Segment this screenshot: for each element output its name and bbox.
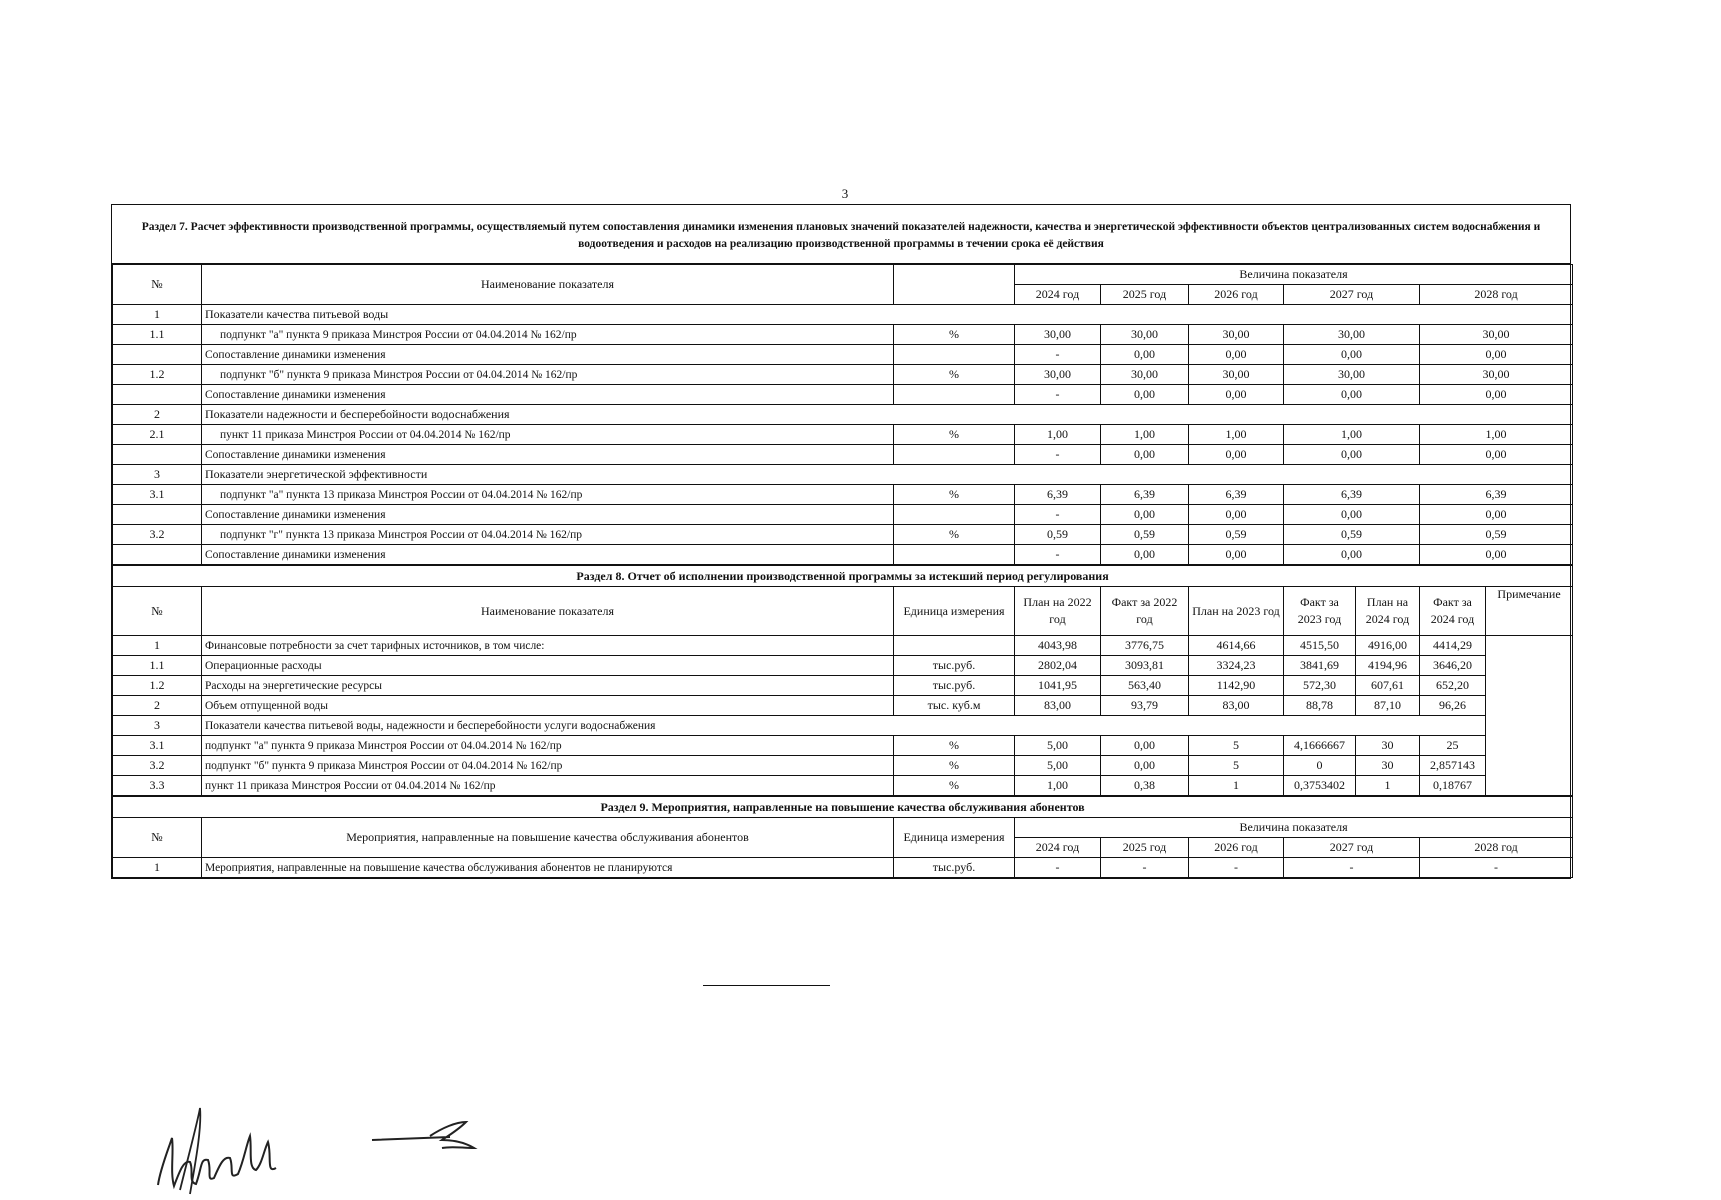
s8-col-header: Факт за 2023 год bbox=[1284, 587, 1356, 636]
value-cell: 1,00 bbox=[1284, 425, 1420, 445]
value-cell: 5,00 bbox=[1015, 736, 1101, 756]
value-cell: 4614,66 bbox=[1189, 636, 1284, 656]
row-number: 2 bbox=[113, 405, 202, 425]
indicator-name: подпункт "б" пункта 9 приказа Минстроя России от 04.04.2014 № 162/пр bbox=[202, 756, 894, 776]
s7-row bbox=[113, 405, 1573, 425]
s8-name-header: Наименование показателя bbox=[202, 587, 894, 636]
value-cell: - bbox=[1420, 858, 1573, 878]
row-number: 1 bbox=[113, 636, 202, 656]
s9-year-header: 2025 год bbox=[1101, 838, 1189, 858]
value-cell: 25 bbox=[1420, 736, 1486, 756]
value-cell: 30,00 bbox=[1189, 325, 1284, 345]
value-cell: 4916,00 bbox=[1356, 636, 1420, 656]
value-cell: 30 bbox=[1356, 756, 1420, 776]
s7-row bbox=[113, 325, 1573, 345]
row-number: 3 bbox=[113, 716, 202, 736]
section7-title: Раздел 7. Расчет эффективности производственной программы, осуществляемый путем сопоставления динамики изменения плановых значений показателей надежности, качества и энергетической эффективности объектов централизованных систем водоснабжения и водоотведения и расходов на реализацию производственной программы в течении срока её действия bbox=[112, 205, 1570, 264]
value-cell: 1,00 bbox=[1189, 425, 1284, 445]
value-cell: 563,40 bbox=[1101, 676, 1189, 696]
indicator-name: Операционные расходы bbox=[202, 656, 894, 676]
s7-row bbox=[113, 525, 1573, 545]
value-cell: 1,00 bbox=[1015, 425, 1101, 445]
group-title: Показатели надежности и бесперебойности водоснабжения bbox=[202, 405, 1573, 425]
value-cell: 0,00 bbox=[1101, 736, 1189, 756]
row-number: 3.1 bbox=[113, 485, 202, 505]
unit-cell: % bbox=[894, 525, 1015, 545]
unit-cell bbox=[894, 445, 1015, 465]
value-cell: 0,00 bbox=[1101, 345, 1189, 365]
row-number: 3.1 bbox=[113, 736, 202, 756]
value-cell: 0,00 bbox=[1189, 385, 1284, 405]
indicator-name: подпункт "г" пункта 13 приказа Минстроя России от 04.04.2014 № 162/пр bbox=[202, 525, 894, 545]
value-cell: 30 bbox=[1356, 736, 1420, 756]
value-cell: 96,26 bbox=[1420, 696, 1486, 716]
indicator-name: Расходы на энергетические ресурсы bbox=[202, 676, 894, 696]
unit-cell bbox=[894, 345, 1015, 365]
s7-year-header: 2028 год bbox=[1420, 285, 1573, 305]
value-cell: 0,00 bbox=[1101, 505, 1189, 525]
unit-cell: тыс. куб.м bbox=[894, 696, 1015, 716]
indicator-name: пункт 11 приказа Минстроя России от 04.04.2014 № 162/пр bbox=[202, 425, 894, 445]
value-cell: - bbox=[1101, 858, 1189, 878]
indicator-name: Сопоставление динамики изменения bbox=[202, 505, 894, 525]
value-cell: 30,00 bbox=[1420, 325, 1573, 345]
s7-row bbox=[113, 505, 1573, 525]
unit-cell: % bbox=[894, 736, 1015, 756]
unit-cell: % bbox=[894, 776, 1015, 796]
s8-row bbox=[113, 736, 1573, 756]
indicator-name: Финансовые потребности за счет тарифных источников, в том числе: bbox=[202, 636, 894, 656]
value-cell: 30,00 bbox=[1015, 365, 1101, 385]
value-cell: 30,00 bbox=[1101, 365, 1189, 385]
signature-1 bbox=[150, 1090, 300, 1200]
s7-row bbox=[113, 445, 1573, 465]
indicator-name: подпункт "а" пункта 9 приказа Минстроя России от 04.04.2014 № 162/пр bbox=[202, 325, 894, 345]
value-cell: 1,00 bbox=[1101, 425, 1189, 445]
value-cell: 0,00 bbox=[1101, 545, 1189, 565]
value-cell: 607,61 bbox=[1356, 676, 1420, 696]
value-cell: 4,1666667 bbox=[1284, 736, 1356, 756]
s7-year-header: 2026 год bbox=[1189, 285, 1284, 305]
row-number: 1.2 bbox=[113, 365, 202, 385]
value-cell: - bbox=[1015, 385, 1101, 405]
value-cell: 5 bbox=[1189, 736, 1284, 756]
measure-name: Мероприятия, направленные на повышение качества обслуживания абонентов не планируются bbox=[202, 858, 894, 878]
row-number: 3 bbox=[113, 465, 202, 485]
value-cell: 87,10 bbox=[1356, 696, 1420, 716]
group-title: Показатели качества питьевой воды, надежности и бесперебойности услуги водоснабжения bbox=[202, 716, 1486, 736]
value-cell: 0,00 bbox=[1284, 445, 1420, 465]
s8-row bbox=[113, 716, 1573, 736]
value-cell: - bbox=[1284, 858, 1420, 878]
unit-cell: % bbox=[894, 325, 1015, 345]
s7-row bbox=[113, 305, 1573, 325]
value-cell: 4414,29 bbox=[1420, 636, 1486, 656]
indicator-name: подпункт "б" пункта 9 приказа Минстроя России от 04.04.2014 № 162/пр bbox=[202, 365, 894, 385]
value-cell: 4194,96 bbox=[1356, 656, 1420, 676]
row-number: 3.3 bbox=[113, 776, 202, 796]
s9-num-header: № bbox=[113, 818, 202, 858]
value-cell: 6,39 bbox=[1015, 485, 1101, 505]
section9-title: Раздел 9. Мероприятия, направленные на повышение качества обслуживания абонентов bbox=[113, 797, 1573, 818]
indicator-name: Сопоставление динамики изменения bbox=[202, 545, 894, 565]
indicator-name: подпункт "а" пункта 13 приказа Минстроя России от 04.04.2014 № 162/пр bbox=[202, 485, 894, 505]
s9-year-header: 2026 год bbox=[1189, 838, 1284, 858]
s9-row bbox=[113, 858, 1573, 878]
row-number: 1.2 bbox=[113, 676, 202, 696]
value-cell: 0,3753402 bbox=[1284, 776, 1356, 796]
row-number bbox=[113, 505, 202, 525]
s8-row bbox=[113, 696, 1573, 716]
value-cell: 3841,69 bbox=[1284, 656, 1356, 676]
value-cell: 0,00 bbox=[1284, 505, 1420, 525]
value-cell: 30,00 bbox=[1189, 365, 1284, 385]
indicator-name: подпункт "а" пункта 9 приказа Минстроя России от 04.04.2014 № 162/пр bbox=[202, 736, 894, 756]
unit-cell bbox=[894, 545, 1015, 565]
s7-year-header: 2025 год bbox=[1101, 285, 1189, 305]
value-cell: 1 bbox=[1189, 776, 1284, 796]
value-cell: 4043,98 bbox=[1015, 636, 1101, 656]
value-cell: 0,00 bbox=[1189, 505, 1284, 525]
s8-num-header: № bbox=[113, 587, 202, 636]
group-title: Показатели качества питьевой воды bbox=[202, 305, 1573, 325]
value-cell: 3776,75 bbox=[1101, 636, 1189, 656]
unit-cell bbox=[894, 505, 1015, 525]
s8-row bbox=[113, 756, 1573, 776]
value-cell: 1 bbox=[1356, 776, 1420, 796]
s9-name-header: Мероприятия, направленные на повышение качества обслуживания абонентов bbox=[202, 818, 894, 858]
value-cell: 0,59 bbox=[1420, 525, 1573, 545]
value-cell: 0,00 bbox=[1284, 545, 1420, 565]
value-cell: 0,00 bbox=[1189, 445, 1284, 465]
value-cell: - bbox=[1015, 505, 1101, 525]
s7-row bbox=[113, 345, 1573, 365]
s7-row bbox=[113, 425, 1573, 445]
group-title: Показатели энергетической эффективности bbox=[202, 465, 1573, 485]
s7-num-header: № bbox=[113, 265, 202, 305]
s8-col-header: Факт за 2022 год bbox=[1101, 587, 1189, 636]
value-cell: - bbox=[1015, 345, 1101, 365]
value-cell: 0,00 bbox=[1284, 345, 1420, 365]
value-cell: 2802,04 bbox=[1015, 656, 1101, 676]
s8-col-header: Факт за 2024 год bbox=[1420, 587, 1486, 636]
value-cell: 4515,50 bbox=[1284, 636, 1356, 656]
value-cell: 0,18767 bbox=[1420, 776, 1486, 796]
closing-line bbox=[703, 985, 830, 986]
value-cell: 0 bbox=[1284, 756, 1356, 776]
unit-cell bbox=[894, 636, 1015, 656]
value-cell: 0,59 bbox=[1189, 525, 1284, 545]
value-cell: 2,857143 bbox=[1420, 756, 1486, 776]
s8-col-header: План на 2022 год bbox=[1015, 587, 1101, 636]
s9-year-header: 2028 год bbox=[1420, 838, 1573, 858]
value-cell: 0,00 bbox=[1420, 445, 1573, 465]
indicator-name: Сопоставление динамики изменения bbox=[202, 445, 894, 465]
row-number: 1.1 bbox=[113, 325, 202, 345]
value-cell: 30,00 bbox=[1284, 325, 1420, 345]
value-cell: 3324,23 bbox=[1189, 656, 1284, 676]
s7-row bbox=[113, 545, 1573, 565]
row-number: 3.2 bbox=[113, 525, 202, 545]
indicator-name: Сопоставление динамики изменения bbox=[202, 345, 894, 365]
value-cell: 6,39 bbox=[1189, 485, 1284, 505]
indicator-name: Сопоставление динамики изменения bbox=[202, 385, 894, 405]
s7-year-header: 2027 год bbox=[1284, 285, 1420, 305]
value-cell: 0,00 bbox=[1420, 505, 1573, 525]
s8-row bbox=[113, 656, 1573, 676]
s8-col-header: План на 2024 год bbox=[1356, 587, 1420, 636]
s8-row bbox=[113, 676, 1573, 696]
value-cell: 6,39 bbox=[1101, 485, 1189, 505]
value-cell: 1,00 bbox=[1420, 425, 1573, 445]
s7-year-header: 2024 год bbox=[1015, 285, 1101, 305]
value-cell: 88,78 bbox=[1284, 696, 1356, 716]
value-cell: - bbox=[1015, 858, 1101, 878]
value-cell: 3093,81 bbox=[1101, 656, 1189, 676]
s7-name-header: Наименование показателя bbox=[202, 265, 894, 305]
value-cell: 83,00 bbox=[1189, 696, 1284, 716]
value-cell: 0,38 bbox=[1101, 776, 1189, 796]
value-cell: 652,20 bbox=[1420, 676, 1486, 696]
row-number: 2.1 bbox=[113, 425, 202, 445]
value-cell: 93,79 bbox=[1101, 696, 1189, 716]
unit-cell: % bbox=[894, 365, 1015, 385]
value-cell: 5,00 bbox=[1015, 756, 1101, 776]
s9-value-group-header: Величина показателя bbox=[1015, 818, 1573, 838]
s8-note-header: Примечание bbox=[1486, 587, 1573, 636]
value-cell: 30,00 bbox=[1015, 325, 1101, 345]
value-cell: 3646,20 bbox=[1420, 656, 1486, 676]
s7-value-group-header: Величина показателя bbox=[1015, 265, 1573, 285]
signature-2 bbox=[370, 1112, 490, 1162]
row-number bbox=[113, 385, 202, 405]
row-number: 2 bbox=[113, 696, 202, 716]
section7-table bbox=[112, 264, 1573, 565]
value-cell: - bbox=[1015, 545, 1101, 565]
s8-col-header: План на 2023 год bbox=[1189, 587, 1284, 636]
value-cell: 1041,95 bbox=[1015, 676, 1101, 696]
unit-cell: % bbox=[894, 756, 1015, 776]
value-cell: 30,00 bbox=[1284, 365, 1420, 385]
value-cell: 0,00 bbox=[1420, 385, 1573, 405]
section9-body bbox=[113, 858, 1573, 878]
value-cell: 30,00 bbox=[1420, 365, 1573, 385]
unit-cell: тыс.руб. bbox=[894, 656, 1015, 676]
value-cell: 0,00 bbox=[1420, 545, 1573, 565]
s8-row bbox=[113, 636, 1573, 656]
value-cell: 0,00 bbox=[1189, 345, 1284, 365]
value-cell: 1,00 bbox=[1015, 776, 1101, 796]
value-cell: 0,00 bbox=[1189, 545, 1284, 565]
unit-cell: % bbox=[894, 425, 1015, 445]
value-cell: 1142,90 bbox=[1189, 676, 1284, 696]
section9-table bbox=[112, 796, 1573, 878]
value-cell: 0,00 bbox=[1420, 345, 1573, 365]
s7-unit-header bbox=[894, 265, 1015, 305]
s9-year-header: 2024 год bbox=[1015, 838, 1101, 858]
section8-body bbox=[113, 636, 1573, 796]
s7-row bbox=[113, 465, 1573, 485]
value-cell: 0,59 bbox=[1284, 525, 1420, 545]
unit-cell: тыс.руб. bbox=[894, 858, 1015, 878]
indicator-name: пункт 11 приказа Минстроя России от 04.04.2014 № 162/пр bbox=[202, 776, 894, 796]
value-cell: 5 bbox=[1189, 756, 1284, 776]
value-cell: 30,00 bbox=[1101, 325, 1189, 345]
value-cell: - bbox=[1189, 858, 1284, 878]
unit-cell bbox=[894, 385, 1015, 405]
section8-title: Раздел 8. Отчет об исполнении производственной программы за истекший период регулирования bbox=[113, 566, 1573, 587]
indicator-name: Объем отпущенной воды bbox=[202, 696, 894, 716]
section8-table bbox=[112, 565, 1573, 796]
row-number: 1 bbox=[113, 858, 202, 878]
value-cell: 83,00 bbox=[1015, 696, 1101, 716]
unit-cell: тыс.руб. bbox=[894, 676, 1015, 696]
unit-cell: % bbox=[894, 485, 1015, 505]
row-number: 1.1 bbox=[113, 656, 202, 676]
note-cell bbox=[1486, 636, 1573, 796]
row-number bbox=[113, 345, 202, 365]
s7-row bbox=[113, 385, 1573, 405]
value-cell: 0,59 bbox=[1101, 525, 1189, 545]
row-number: 1 bbox=[113, 305, 202, 325]
value-cell: 0,00 bbox=[1101, 756, 1189, 776]
value-cell: 0,00 bbox=[1101, 385, 1189, 405]
s8-unit-header: Единица измерения bbox=[894, 587, 1015, 636]
value-cell: 6,39 bbox=[1284, 485, 1420, 505]
page-number: 3 bbox=[841, 186, 849, 201]
row-number bbox=[113, 445, 202, 465]
value-cell: 572,30 bbox=[1284, 676, 1356, 696]
value-cell: - bbox=[1015, 445, 1101, 465]
value-cell: 0,00 bbox=[1101, 445, 1189, 465]
s9-year-header: 2027 год bbox=[1284, 838, 1420, 858]
value-cell: 0,00 bbox=[1284, 385, 1420, 405]
s9-unit-header: Единица измерения bbox=[894, 818, 1015, 858]
row-number: 3.2 bbox=[113, 756, 202, 776]
row-number bbox=[113, 545, 202, 565]
s7-row bbox=[113, 485, 1573, 505]
report-frame bbox=[111, 204, 1571, 879]
s8-row bbox=[113, 776, 1573, 796]
value-cell: 0,59 bbox=[1015, 525, 1101, 545]
value-cell: 6,39 bbox=[1420, 485, 1573, 505]
section7-body bbox=[113, 305, 1573, 565]
s7-row bbox=[113, 365, 1573, 385]
